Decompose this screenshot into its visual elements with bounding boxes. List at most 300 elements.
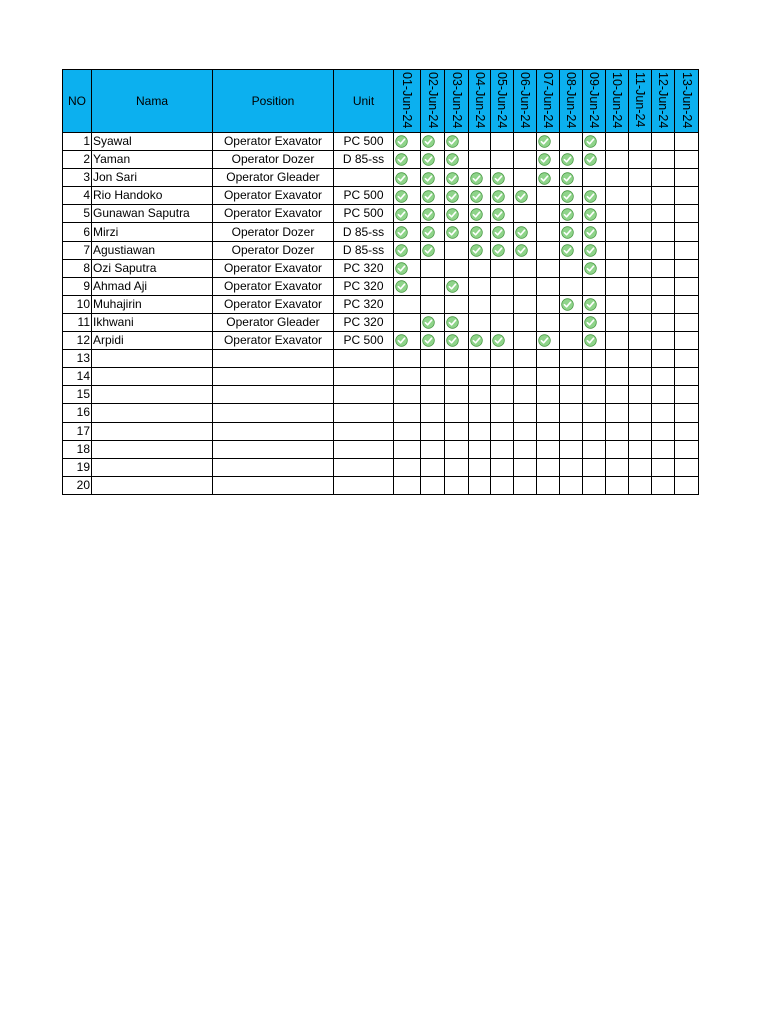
cell-date-status — [469, 205, 491, 223]
cell-position — [213, 422, 334, 440]
cell-date-status — [652, 422, 675, 440]
cell-date-status — [537, 368, 560, 386]
cell-name: Ahmad Aji — [92, 277, 213, 295]
header-date-label: 12-Jun-24 — [656, 72, 670, 129]
table-row — [63, 404, 699, 422]
cell-date-status — [606, 133, 629, 151]
cell-date-status — [560, 223, 583, 241]
cell-date-status — [629, 422, 652, 440]
check-circle-icon — [395, 153, 408, 166]
header-date-label: 02-Jun-24 — [425, 72, 440, 129]
cell-date-status — [652, 476, 675, 494]
table-row — [63, 350, 699, 368]
check-circle-icon — [395, 172, 408, 185]
cell-date-status — [537, 223, 560, 241]
check-circle-icon — [538, 172, 551, 185]
check-circle-icon — [584, 316, 597, 329]
cell-unit: PC 500 — [334, 133, 394, 151]
cell-date-status — [394, 205, 421, 223]
cell-position: Operator Exavator — [213, 277, 334, 295]
header-date — [394, 70, 421, 133]
cell-date-status — [652, 404, 675, 422]
cell-position: Operator Exavator — [213, 133, 334, 151]
table-row — [63, 223, 699, 241]
check-circle-icon — [395, 135, 408, 148]
cell-date-status — [491, 133, 514, 151]
cell-date-status — [445, 259, 469, 277]
cell-unit — [334, 458, 394, 476]
cell-date-status — [469, 368, 491, 386]
cell-name — [92, 422, 213, 440]
cell-date-status — [445, 440, 469, 458]
check-circle-icon — [470, 190, 483, 203]
cell-date-status — [583, 205, 606, 223]
cell-date-status — [675, 259, 699, 277]
cell-no: 12 — [63, 332, 92, 350]
cell-unit — [334, 440, 394, 458]
cell-date-status — [560, 151, 583, 169]
check-circle-icon — [492, 208, 505, 221]
cell-date-status — [394, 350, 421, 368]
cell-date-status — [583, 295, 606, 313]
header-date-label: 03-Jun-24 — [449, 72, 464, 129]
cell-date-status — [514, 422, 537, 440]
cell-no: 17 — [63, 422, 92, 440]
cell-date-status — [583, 368, 606, 386]
cell-date-status — [421, 386, 445, 404]
check-circle-icon — [561, 298, 574, 311]
cell-date-status — [606, 476, 629, 494]
cell-date-status — [560, 404, 583, 422]
cell-date-status — [421, 277, 445, 295]
cell-date-status — [445, 151, 469, 169]
cell-position: Operator Gleader — [213, 313, 334, 331]
cell-name — [92, 386, 213, 404]
cell-date-status — [514, 368, 537, 386]
cell-date-status — [491, 404, 514, 422]
cell-date-status — [445, 422, 469, 440]
cell-date-status — [491, 151, 514, 169]
header-position: Position — [213, 70, 334, 133]
cell-date-status — [583, 386, 606, 404]
cell-date-status — [421, 458, 445, 476]
table-row — [63, 259, 699, 277]
cell-date-status — [421, 350, 445, 368]
table-row — [63, 332, 699, 350]
cell-date-status — [675, 422, 699, 440]
cell-unit: PC 500 — [334, 205, 394, 223]
cell-date-status — [675, 295, 699, 313]
cell-date-status — [394, 458, 421, 476]
cell-date-status — [675, 476, 699, 494]
attendance-table — [62, 69, 699, 495]
cell-date-status — [583, 223, 606, 241]
cell-date-status — [537, 386, 560, 404]
cell-date-status — [394, 368, 421, 386]
cell-date-status — [629, 332, 652, 350]
header-date-label: 11-Jun-24 — [633, 72, 647, 128]
check-circle-icon — [584, 208, 597, 221]
cell-date-status — [560, 295, 583, 313]
cell-date-status — [421, 259, 445, 277]
header-date-label: 09-Jun-24 — [587, 72, 601, 129]
cell-date-status — [514, 187, 537, 205]
check-circle-icon — [515, 190, 528, 203]
cell-position: Operator Exavator — [213, 259, 334, 277]
header-date-label: 13-Jun-24 — [679, 72, 694, 129]
check-circle-icon — [538, 153, 551, 166]
cell-date-status — [469, 313, 491, 331]
cell-date-status — [652, 187, 675, 205]
cell-date-status — [394, 133, 421, 151]
cell-date-status — [469, 440, 491, 458]
cell-date-status — [583, 332, 606, 350]
cell-date-status — [583, 169, 606, 187]
cell-date-status — [606, 458, 629, 476]
cell-date-status — [652, 458, 675, 476]
check-circle-icon — [584, 226, 597, 239]
cell-date-status — [421, 368, 445, 386]
cell-position — [213, 350, 334, 368]
cell-date-status — [606, 313, 629, 331]
cell-date-status — [514, 295, 537, 313]
cell-date-status — [652, 169, 675, 187]
cell-date-status — [394, 476, 421, 494]
header-date — [583, 70, 606, 133]
cell-date-status — [514, 241, 537, 259]
cell-date-status — [394, 313, 421, 331]
cell-date-status — [469, 350, 491, 368]
cell-date-status — [583, 458, 606, 476]
table-row — [63, 241, 699, 259]
header-date-label: 04-Jun-24 — [472, 72, 487, 129]
cell-date-status — [491, 422, 514, 440]
cell-date-status — [606, 223, 629, 241]
cell-unit: PC 320 — [334, 259, 394, 277]
check-circle-icon — [584, 190, 597, 203]
check-circle-icon — [492, 226, 505, 239]
cell-date-status — [394, 332, 421, 350]
table-row — [63, 313, 699, 331]
cell-date-status — [469, 277, 491, 295]
cell-date-status — [537, 133, 560, 151]
cell-date-status — [394, 277, 421, 295]
cell-position — [213, 458, 334, 476]
table-row — [63, 205, 699, 223]
check-circle-icon — [446, 190, 459, 203]
check-circle-icon — [446, 172, 459, 185]
cell-date-status — [445, 169, 469, 187]
cell-no: 19 — [63, 458, 92, 476]
cell-date-status — [421, 295, 445, 313]
header-date — [445, 70, 469, 133]
table-row — [63, 386, 699, 404]
cell-unit — [334, 368, 394, 386]
check-circle-icon — [395, 244, 408, 257]
cell-date-status — [394, 440, 421, 458]
cell-date-status — [469, 332, 491, 350]
cell-date-status — [583, 277, 606, 295]
cell-date-status — [491, 277, 514, 295]
table-body — [63, 133, 699, 495]
cell-date-status — [469, 187, 491, 205]
cell-date-status — [606, 277, 629, 295]
cell-date-status — [394, 404, 421, 422]
cell-date-status — [606, 241, 629, 259]
cell-name: Ikhwani — [92, 313, 213, 331]
table-row — [63, 368, 699, 386]
cell-date-status — [394, 386, 421, 404]
cell-date-status — [491, 259, 514, 277]
header-date-label: 07-Jun-24 — [541, 72, 555, 129]
cell-no: 13 — [63, 350, 92, 368]
header-date — [421, 70, 445, 133]
cell-date-status — [652, 332, 675, 350]
cell-date-status — [629, 133, 652, 151]
header-date — [629, 70, 652, 133]
cell-date-status — [514, 151, 537, 169]
table-row — [63, 169, 699, 187]
cell-date-status — [629, 151, 652, 169]
cell-date-status — [514, 476, 537, 494]
cell-date-status — [675, 277, 699, 295]
cell-date-status — [421, 151, 445, 169]
check-circle-icon — [584, 334, 597, 347]
check-circle-icon — [492, 172, 505, 185]
cell-date-status — [445, 350, 469, 368]
check-circle-icon — [446, 226, 459, 239]
cell-date-status — [675, 223, 699, 241]
cell-no: 9 — [63, 277, 92, 295]
cell-date-status — [675, 169, 699, 187]
header-no: NO — [63, 70, 92, 133]
cell-no: 16 — [63, 404, 92, 422]
cell-date-status — [394, 422, 421, 440]
cell-unit — [334, 404, 394, 422]
cell-date-status — [583, 313, 606, 331]
cell-date-status — [469, 241, 491, 259]
check-circle-icon — [470, 334, 483, 347]
cell-date-status — [606, 151, 629, 169]
cell-date-status — [514, 332, 537, 350]
cell-name — [92, 368, 213, 386]
cell-date-status — [445, 205, 469, 223]
table-row — [63, 295, 699, 313]
cell-date-status — [421, 422, 445, 440]
table-row — [63, 151, 699, 169]
cell-date-status — [537, 187, 560, 205]
cell-date-status — [675, 133, 699, 151]
cell-name: Syawal — [92, 133, 213, 151]
cell-date-status — [514, 223, 537, 241]
cell-unit — [334, 386, 394, 404]
cell-name: Gunawan Saputra — [92, 205, 213, 223]
cell-date-status — [583, 133, 606, 151]
table-row — [63, 187, 699, 205]
check-circle-icon — [584, 244, 597, 257]
cell-date-status — [514, 350, 537, 368]
cell-date-status — [421, 332, 445, 350]
check-circle-icon — [584, 135, 597, 148]
header-unit: Unit — [334, 70, 394, 133]
table-header — [63, 70, 699, 133]
cell-date-status — [445, 241, 469, 259]
cell-no: 7 — [63, 241, 92, 259]
cell-date-status — [514, 313, 537, 331]
cell-date-status — [652, 386, 675, 404]
cell-date-status — [537, 404, 560, 422]
header-date — [491, 70, 514, 133]
header-date — [606, 70, 629, 133]
cell-no: 2 — [63, 151, 92, 169]
cell-date-status — [491, 458, 514, 476]
cell-date-status — [560, 313, 583, 331]
cell-date-status — [629, 205, 652, 223]
cell-date-status — [560, 422, 583, 440]
cell-date-status — [583, 151, 606, 169]
cell-date-status — [421, 476, 445, 494]
cell-date-status — [491, 476, 514, 494]
cell-date-status — [421, 440, 445, 458]
cell-name: Agustiawan — [92, 241, 213, 259]
cell-date-status — [537, 295, 560, 313]
cell-position — [213, 386, 334, 404]
cell-no: 5 — [63, 205, 92, 223]
check-circle-icon — [395, 208, 408, 221]
cell-date-status — [469, 259, 491, 277]
cell-date-status — [491, 241, 514, 259]
cell-date-status — [421, 133, 445, 151]
cell-date-status — [491, 169, 514, 187]
header-date — [514, 70, 537, 133]
cell-date-status — [629, 350, 652, 368]
check-circle-icon — [422, 334, 435, 347]
cell-no: 14 — [63, 368, 92, 386]
header-date — [560, 70, 583, 133]
cell-name: Jon Sari — [92, 169, 213, 187]
cell-date-status — [583, 440, 606, 458]
header-date-label: 06-Jun-24 — [518, 72, 532, 129]
cell-date-status — [652, 259, 675, 277]
check-circle-icon — [584, 298, 597, 311]
cell-date-status — [675, 151, 699, 169]
cell-date-status — [652, 440, 675, 458]
cell-date-status — [560, 350, 583, 368]
cell-date-status — [469, 458, 491, 476]
cell-date-status — [606, 368, 629, 386]
cell-date-status — [629, 169, 652, 187]
cell-date-status — [652, 368, 675, 386]
cell-date-status — [675, 241, 699, 259]
cell-date-status — [421, 187, 445, 205]
cell-date-status — [491, 223, 514, 241]
check-circle-icon — [446, 316, 459, 329]
header-date — [675, 70, 699, 133]
cell-date-status — [469, 169, 491, 187]
cell-date-status — [675, 313, 699, 331]
cell-date-status — [491, 295, 514, 313]
cell-date-status — [514, 440, 537, 458]
cell-unit — [334, 350, 394, 368]
cell-date-status — [652, 241, 675, 259]
cell-date-status — [445, 133, 469, 151]
cell-no: 15 — [63, 386, 92, 404]
cell-date-status — [629, 241, 652, 259]
cell-date-status — [394, 223, 421, 241]
header-date-label: 10-Jun-24 — [610, 72, 624, 129]
cell-date-status — [445, 386, 469, 404]
cell-name: Ozi Saputra — [92, 259, 213, 277]
check-circle-icon — [395, 262, 408, 275]
cell-date-status — [675, 205, 699, 223]
cell-date-status — [469, 151, 491, 169]
cell-date-status — [629, 368, 652, 386]
check-circle-icon — [515, 244, 528, 257]
check-circle-icon — [584, 262, 597, 275]
cell-unit: D 85-ss — [334, 151, 394, 169]
cell-unit: PC 320 — [334, 313, 394, 331]
cell-date-status — [445, 332, 469, 350]
cell-date-status — [421, 241, 445, 259]
cell-date-status — [652, 295, 675, 313]
cell-date-status — [445, 458, 469, 476]
check-circle-icon — [395, 190, 408, 203]
cell-date-status — [491, 313, 514, 331]
cell-date-status — [629, 313, 652, 331]
cell-date-status — [652, 133, 675, 151]
cell-date-status — [606, 332, 629, 350]
cell-date-status — [394, 187, 421, 205]
cell-date-status — [629, 277, 652, 295]
cell-date-status — [537, 151, 560, 169]
cell-no: 11 — [63, 313, 92, 331]
cell-date-status — [629, 386, 652, 404]
cell-date-status — [606, 350, 629, 368]
cell-date-status — [606, 440, 629, 458]
cell-position — [213, 440, 334, 458]
cell-date-status — [445, 187, 469, 205]
check-circle-icon — [446, 153, 459, 166]
cell-name: Arpidi — [92, 332, 213, 350]
cell-date-status — [583, 241, 606, 259]
cell-date-status — [537, 313, 560, 331]
check-circle-icon — [470, 226, 483, 239]
cell-date-status — [491, 386, 514, 404]
check-circle-icon — [470, 208, 483, 221]
cell-date-status — [629, 458, 652, 476]
cell-date-status — [469, 404, 491, 422]
header-name: Nama — [92, 70, 213, 133]
cell-date-status — [491, 440, 514, 458]
check-circle-icon — [422, 172, 435, 185]
cell-name: Mirzi — [92, 223, 213, 241]
cell-date-status — [394, 151, 421, 169]
check-circle-icon — [561, 190, 574, 203]
cell-date-status — [445, 223, 469, 241]
check-circle-icon — [395, 334, 408, 347]
cell-name: Rio Handoko — [92, 187, 213, 205]
cell-date-status — [514, 404, 537, 422]
cell-no: 10 — [63, 295, 92, 313]
check-circle-icon — [470, 172, 483, 185]
cell-date-status — [606, 404, 629, 422]
cell-position — [213, 368, 334, 386]
cell-date-status — [560, 259, 583, 277]
cell-date-status — [606, 169, 629, 187]
header-date-label: 01-Jun-24 — [400, 72, 414, 129]
cell-position: Operator Dozer — [213, 241, 334, 259]
cell-position: Operator Gleader — [213, 169, 334, 187]
